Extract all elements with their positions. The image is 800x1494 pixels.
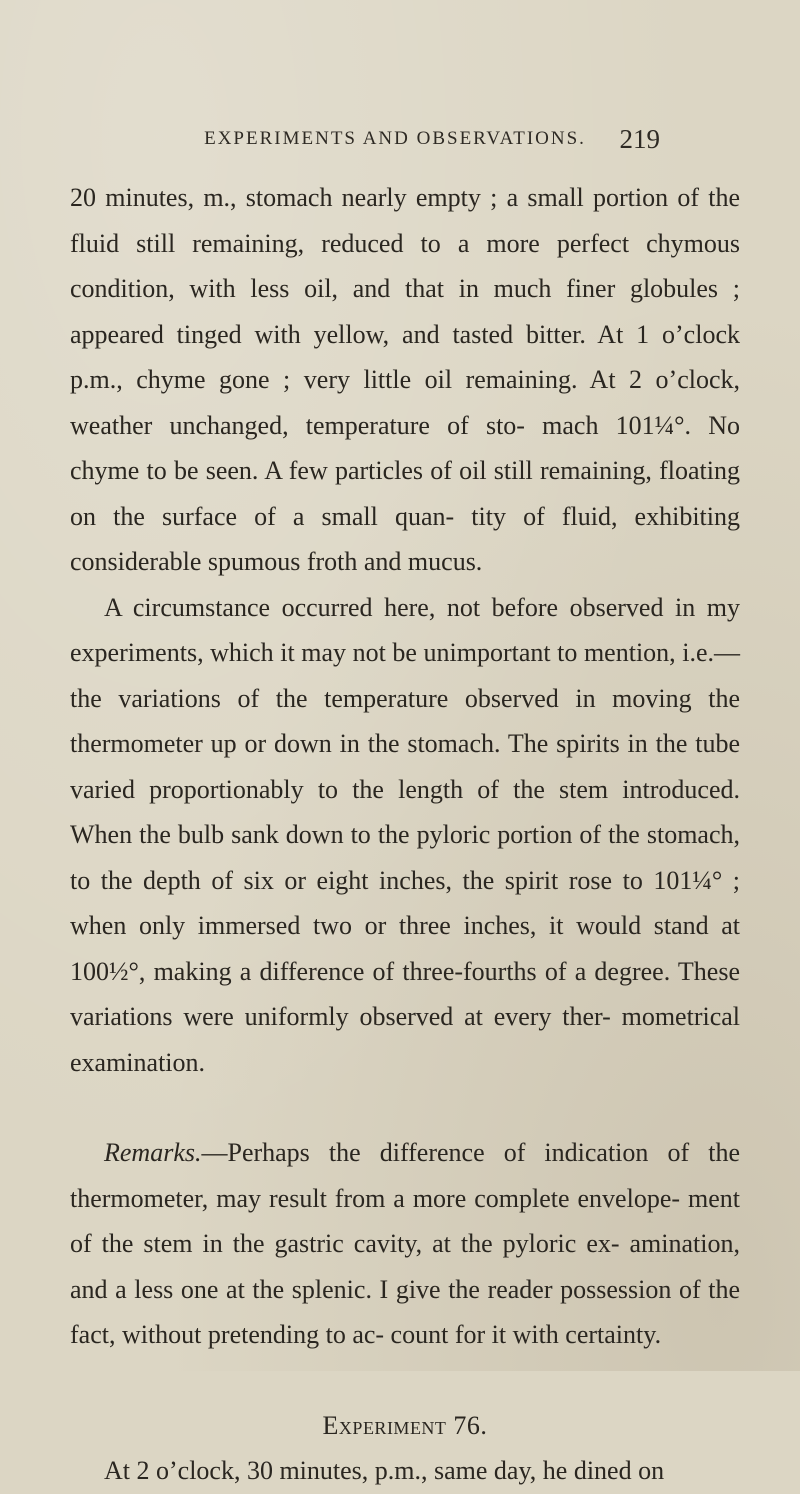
running-head: EXPERIMENTS AND OBSERVATIONS. (204, 128, 586, 149)
experiment-heading: Experiment 76. (322, 1410, 488, 1440)
paragraph-circumstance: A circumstance occurred here, not before observed in my experiments, which it may not be unimportant to mention, i.e.—the variations of the temperature observed in moving the thermometer up or down in the stomach. The spirits in the tube varied proportionably to the length of the stem introduced. When the bulb sank down to the pyloric portion of the stomach, to the depth of six or eight inches, the spirit rose to 101¼° ; when only immersed two or three inches, it would stand at 100½°, making a difference of three-fourths of a degree. These variations were uniformly observed at every ther- mometrical examination. (70, 592, 740, 1077)
paragraph-continuation: 20 minutes, m., stomach nearly empty ; a small portion of the fluid still remaining, reduced to a more perfect chymous condition, with less oil, and that in much finer globules ; appeared tinged with yellow, and tasted bitter. At 1 o’clock p.m., chyme gone ; very little oil remaining. At 2 o’clock, weather unchanged, temperature of sto- mach 101¼°. No chyme to be seen. A few particles of oil still remaining, floating on the surface of a small quan- tity of fluid, exhibiting considerable spumous froth and mucus. (70, 183, 740, 576)
paragraph-remarks (70, 1130, 740, 1358)
remarks-text: —Perhaps the difference of indication of the thermometer, may result from a more complete envelope- ment of the stem in the gastric cavity, at the pyloric ex- amination, and a less one at the splenic. I give the reader possession of the fact, without pretending to ac- count for it with certainty. (70, 1138, 740, 1349)
page-number: 219 (619, 124, 660, 154)
section-gap (70, 1358, 740, 1403)
experiment-first-line: At 2 o’clock, 30 minutes, p.m., same day, he dined on (104, 1456, 665, 1485)
paragraph-gap (70, 1085, 740, 1130)
remarks-label: Remarks. (104, 1138, 202, 1167)
body-text (70, 175, 740, 1494)
